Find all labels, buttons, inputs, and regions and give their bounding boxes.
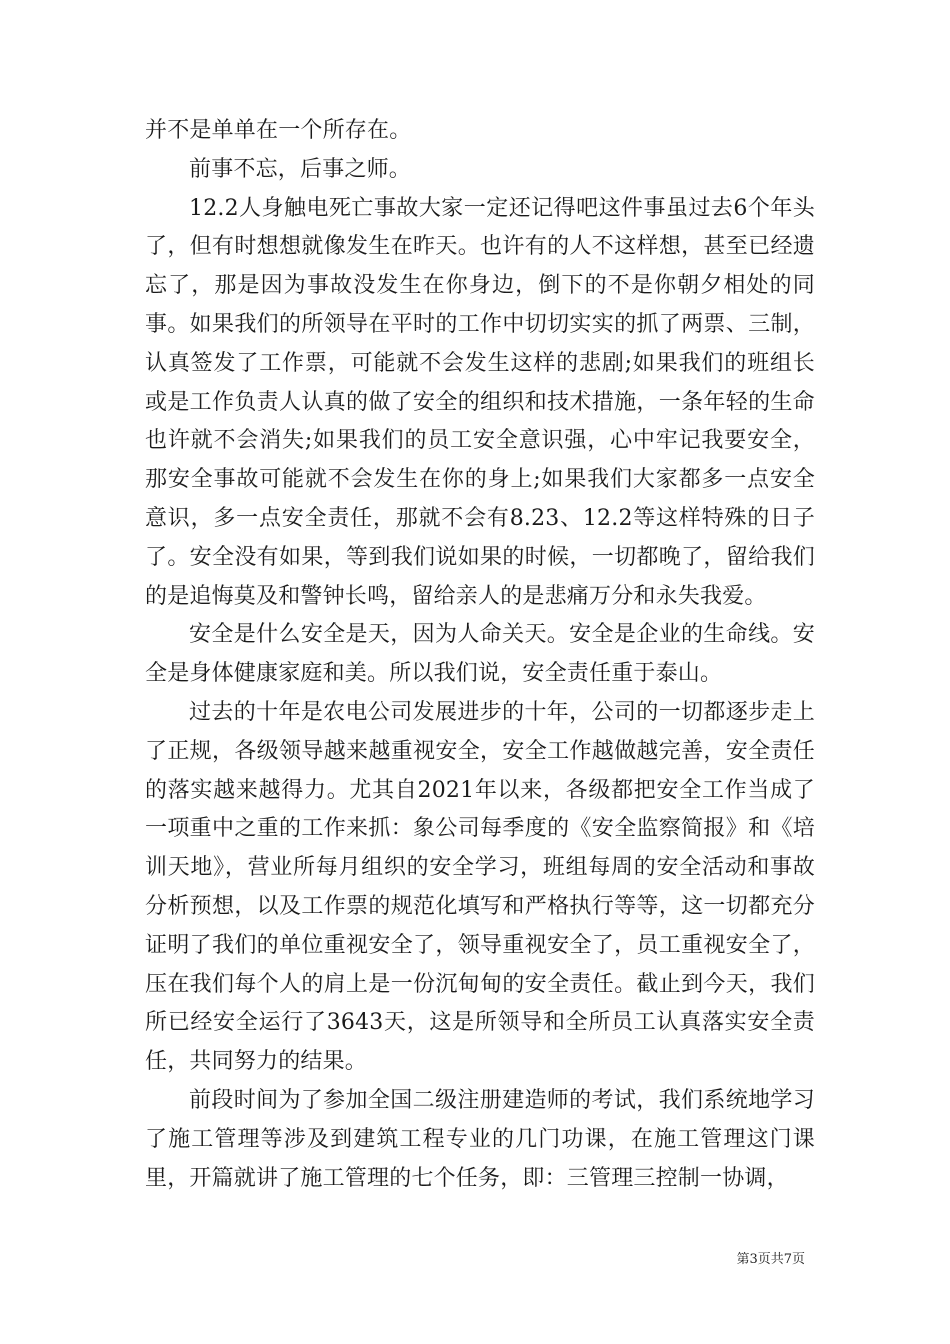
paragraph: 前段时间为了参加全国二级注册建造师的考试，我们系统地学习了施工管理等涉及到建筑工程专业的几门功课，在施工管理这门课里，开篇就讲了施工管理的七个任务，即：三管理三控制一协调， — [145, 1087, 815, 1191]
paragraph: 前事不忘，后事之师。 — [189, 156, 412, 182]
paragraph: 安全是什么安全是天，因为人命关天。安全是企业的生命线。安全是身体健康家庭和美。所以我们说，安全责任重于泰山。 — [145, 622, 815, 687]
paragraph: 12.2人身触电死亡事故大家一定还记得吧这件事虽过去6个年头了，但有时想想就像发生在昨天。也许有的人不这样想，甚至已经遗忘了，那是因为事故没发生在你身边，倒下的不是你朝夕相处的同事。如果我们的所领导在平时的工作中切切实实的抓了两票、三制，认真签发了工作票，可能就不会发生这样的悲剧;如果我们的班组长或是工作负责人认真的做了安全的组织和技术措施，一条年轻的生命也许就不会消失;如果我们的员工安全意识强，心中牢记我要安全，那安全事故可能就不会发生在你的身上;如果我们大家都多一点安全意识，多一点安全责任，那就不会有8.23、12.2等这样特殊的日子了。安全没有如果，等到我们说如果的时候，一切都晚了，留给我们的是追悔莫及和警钟长鸣，留给亲人的是悲痛万分和永失我爱。 — [145, 195, 815, 609]
document-body — [145, 112, 815, 1198]
paragraph: 过去的十年是农电公司发展进步的十年，公司的一切都逐步走上了正规，各级领导越来越重视安全，安全工作越做越完善，安全责任的落实越来越得力。尤其自2021年以来，各级都把安全工作当成了一项重中之重的工作来抓：象公司每季度的《安全监察简报》和《培训天地》，营业所每月组织的安全学习，班组每周的安全活动和事故分析预想，以及工作票的规范化填写和严格执行等等，这一切都充分证明了我们的单位重视安全了，领导重视安全了，员工重视安全了，压在我们每个人的肩上是一份沉甸甸的安全责任。截止到今天，我们所已经安全运行了3643天，这是所领导和全所员工认真落实安全责任，共同努力的结果。 — [145, 699, 815, 1075]
paragraph: 并不是单单在一个所存在。 — [145, 118, 412, 143]
page-number: 第3页共7页 — [736, 1252, 805, 1267]
